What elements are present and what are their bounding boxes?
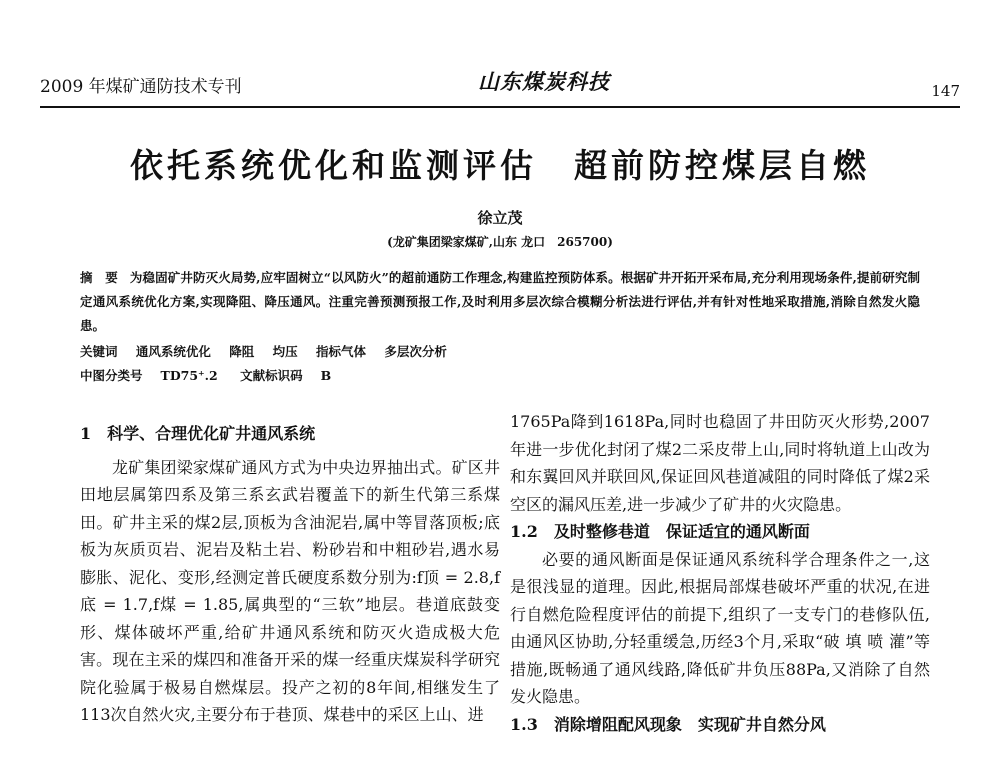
- clc-label: 中图分类号: [80, 368, 143, 383]
- abstract-text: 为稳固矿井防灭火局势,应牢固树立“以风防火”的超前通防工作理念,构建监控预防体系。根据矿井开拓开采布局,充分利用现场条件,提前研究制定通风系统优化方案,实现降阻、降压通风。注重完善预测预报工作,及时利用多层次综合模糊分析法进行评估,并有针对性地采取措施,消除自然发火隐患。: [80, 270, 920, 333]
- body-paragraph: 必要的通风断面是保证通风系统科学合理条件之一,这是很浅显的道理。因此,根据局部煤巷破坏严重的状况,在进行自燃危险程度评估的前提下,组织了一支专门的巷修队伍,由通风区协助,分轻重缓急,历经3个月,采取“破 填 喷 灌”等措施,既畅通了通风线路,降低矿井负压88Pa,又消除了自然发火隐患。: [510, 549, 930, 706]
- keyword: 通风系统优化: [135, 344, 211, 359]
- keyword: 多层次分析: [384, 344, 447, 359]
- doc-code-value: B: [320, 368, 332, 383]
- classification-line: [80, 366, 920, 384]
- keyword: 均压: [272, 344, 298, 359]
- abstract-label: 摘 要: [80, 270, 118, 285]
- page-header: [40, 60, 960, 108]
- abstract: [80, 266, 920, 338]
- article-affiliation: (龙矿集团梁家煤矿,山东 龙口 265700): [387, 235, 613, 249]
- keyword: 降阻: [229, 344, 255, 359]
- journal-logo-text: 山东煤炭科技: [478, 69, 610, 94]
- keyword: 指标气体: [316, 344, 367, 359]
- journal-name: 2009 年煤矿通防技术专刊: [40, 77, 242, 97]
- right-column: [510, 408, 930, 738]
- doc-code-label: 文献标识码: [240, 368, 303, 383]
- subsection-heading: 1.2 及时整修巷道 保证适宜的通风断面: [510, 522, 810, 541]
- clc-value: TD75⁺.2: [160, 368, 218, 383]
- body-paragraph: 1765Pa降到1618Pa,同时也稳固了井田防灭火形势,2007年进一步优化封闭了煤2二采皮带上山,同时将轨道上山改为和东翼回风并联回风,保证回风巷道减阻的同时降低了煤2采空区的漏风压差,进一步减少了矿井的火灾隐患。: [510, 412, 930, 514]
- article-author: 徐立茂: [477, 209, 523, 227]
- body-paragraph: 龙矿集团梁家煤矿通风方式为中央边界抽出式。矿区井田地层属第四系及第三系玄武岩覆盖下的新生代第三系煤田。矿井主采的煤2层,顶板为含油泥岩,属中等冒落顶板;底板为灰质页岩、泥岩及粘土岩、粉砂岩和中粗砂岩,遇水易膨胀、泥化、变形,经测定普氏硬度系数分别为:f顶 = 2.8,f底 = 1.7,f煤 = 1.85,属典型的“三软”地层。巷道底鼓变形、煤体破坏严重,给矿井通风系统和防灭火造成极大危害。现在主采的煤四和准备开采的煤一经重庆煤炭科学研究院化验属于极易自燃煤层。投产之初的8年间,相继发生了113次自然火灾,主要分布于巷顶、煤巷中的采区上山、进: [80, 457, 500, 724]
- keywords-label: 关键词: [80, 344, 118, 359]
- section-heading: 1 科学、合理优化矿井通风系统: [80, 424, 316, 443]
- article-title: 依托系统优化和监测评估 超前防控煤层自燃: [130, 146, 870, 185]
- keywords: [80, 342, 920, 360]
- subsection-heading: 1.3 消除增阻配风现象 实现矿井自然分风: [510, 714, 826, 734]
- header-rule: [40, 106, 960, 108]
- left-column: [80, 408, 500, 729]
- page-number: 147: [931, 82, 960, 100]
